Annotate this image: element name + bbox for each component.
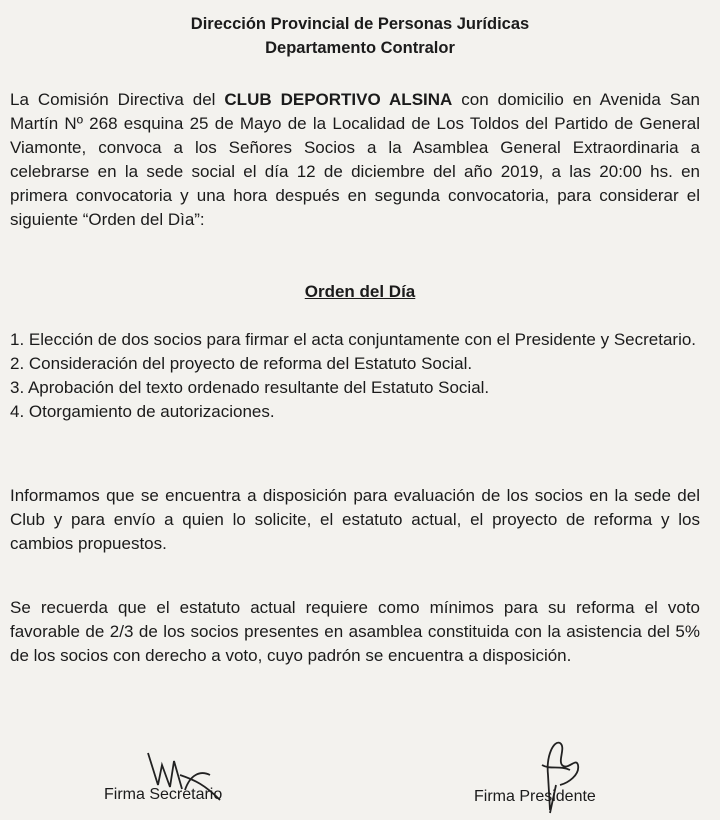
orden-item-4: 4. Otorgamiento de autorizaciones.: [10, 402, 275, 421]
intro-after: con domicilio en Avenida San Martín Nº 268 esquina 25 de Mayo de la Localidad de Los Toldos del Partido de General Viamonte, convoca a los Señores Socios a la Asamblea General Extraordinaria a celebrarse en la sede social el día 12 de diciembre del año 2019, a las 20:00 hs. en primera convocatoria y una hora después en segunda convocatoria, para considerar el siguiente “Orden del Dìa”:: [10, 90, 700, 229]
info-paragraph: Informamos que se encuentra a disposición para evaluación de los socios en la sede del Club y para envío a quien lo solicite, el estatuto actual, el proyecto de reforma y los cambios propuestos.: [10, 486, 700, 553]
intro-paragraph: [10, 88, 700, 232]
firma-secretario-label: Firma Secretario: [104, 786, 223, 803]
reminder-paragraph: Se recuerda que el estatuto actual requiere como mínimos para su reforma el voto favorable de 2/3 de los socios presentes en asamblea constituida con la asistencia del 5% de los socios con derecho a voto, cuyo padrón se encuentra a disposición.: [10, 598, 700, 665]
firma-presidente-label: Firma Presidente: [474, 788, 596, 805]
orden-item-1: 1. Elección de dos socios para firmar el acta conjuntamente con el Presidente y Secretario.: [10, 330, 697, 349]
orden-del-dia-title: Orden del Día: [304, 282, 416, 301]
intro-before: La Comisión Directiva del: [10, 90, 225, 109]
header-line-2: Departamento Contralor: [265, 39, 455, 57]
document-header: [0, 12, 720, 60]
orden-del-dia-list: [10, 328, 700, 424]
club-name: CLUB DEPORTIVO ALSINA: [224, 90, 453, 109]
orden-item-3: 3. Aprobación del texto ordenado resultante del Estatuto Social.: [10, 378, 490, 397]
header-line-1: Dirección Provincial de Personas Jurídicas: [190, 15, 530, 33]
orden-item-2: 2. Consideración del proyecto de reforma del Estatuto Social.: [10, 354, 473, 373]
